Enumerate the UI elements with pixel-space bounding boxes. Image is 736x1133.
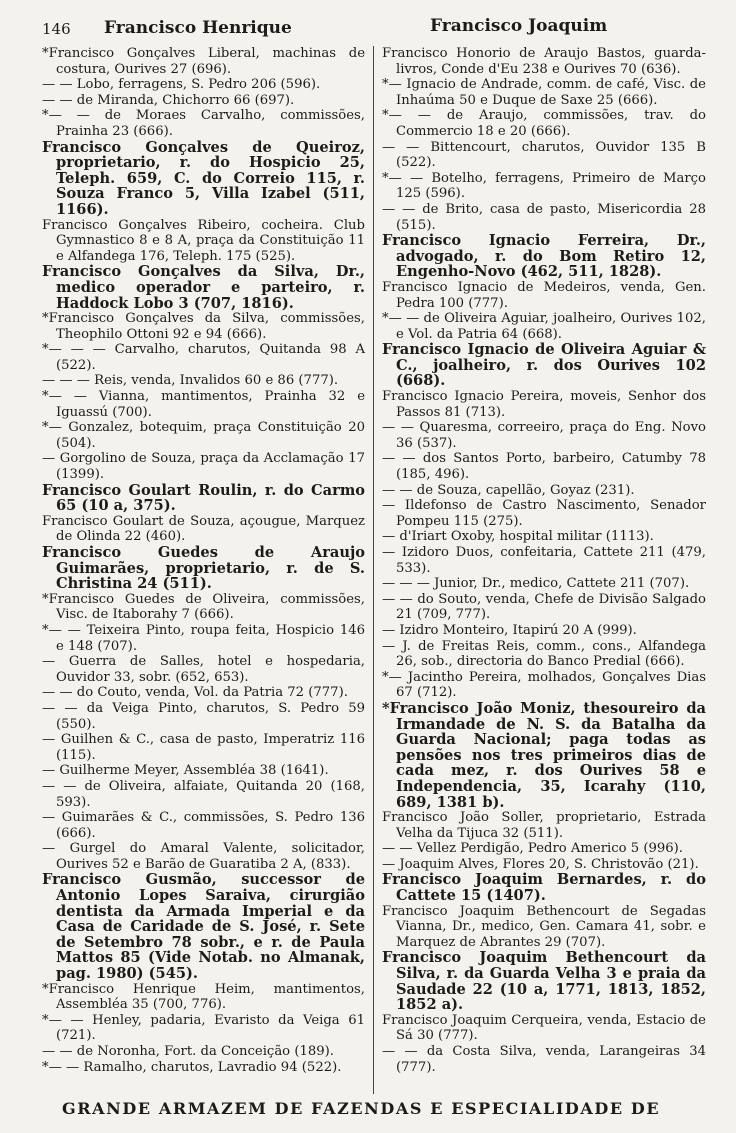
directory-entry: *— — Teixeira Pinto, roupa feita, Hospicio 146 e 148 (707). [42, 622, 365, 654]
directory-entry: *Francisco Gonçalves da Silva, commissões, Theophilo Ottoni 92 e 94 (666). [42, 311, 365, 342]
directory-entry: — — — Reis, venda, Invalidos 60 e 86 (777). [42, 373, 339, 389]
directory-entry: — — Bittencourt, charutos, Ouvidor 135 B (522). [382, 139, 706, 171]
directory-entry: — — de Brito, casa de pasto, Misericordia 28 (515). [382, 201, 706, 233]
directory-entry: — Ildefonso de Castro Nascimento, Senador Pompeu 115 (275). [382, 498, 706, 529]
directory-entry: Francisco Ignacio de Medeiros, venda, Gen. Pedra 100 (777). [382, 279, 706, 311]
footer-advertisement: GRANDE ARMAZEM DE FAZENDAS E ESPECIALIDADE DE [62, 1099, 661, 1118]
directory-entry: — Guilherme Meyer, Assembléa 38 (1641). [42, 763, 329, 779]
directory-entry: — Izidoro Duos, confeitaria, Cattete 211 (479, 533). [382, 545, 706, 576]
directory-entry: *— — Botelho, ferragens, Primeiro de Março 125 (596). [382, 170, 706, 202]
directory-entry: — — de Noronha, Fort. da Conceição (189). [42, 1044, 334, 1059]
directory-entry: — — Quaresma, correeiro, praça do Eng. Novo 36 (537). [382, 420, 706, 451]
directory-entry: *— — Henley, padaria, Evaristo da Veiga 61 (721). [42, 1012, 365, 1044]
directory-entry: — Guerra de Salles, hotel e hospedaria, Ouvidor 33, sobr. (652, 653). [42, 654, 365, 685]
directory-entry: — Izidro Monteiro, Itapirú 20 A (999). [382, 622, 637, 638]
directory-entry: — d'Iriart Oxoby, hospital militar (1113). [382, 529, 654, 545]
directory-entry: Francisco Ignacio de Oliveira Aguiar & C., joalheiro, r. dos Ourives 102 (668). [382, 341, 706, 390]
directory-entry: Francisco Goulart de Souza, açougue, Marquez de Olinda 22 (460). [42, 513, 365, 545]
directory-entry: — — do Souto, venda, Chefe de Divisão Salgado 21 (709, 777). [382, 591, 706, 623]
directory-entry: Francisco Ignacio Ferreira, Dr., advogado, r. do Bom Retiro 12, Engenho-Novo (462, 511, 1828). [382, 232, 706, 281]
directory-entry: *— Gonzalez, botequim, praça Constituição 20 (504). [42, 420, 365, 451]
left-running-head: Francisco Henrique [104, 18, 292, 38]
directory-entry: — J. de Freitas Reis, comm., cons., Alfandega 26, sob., directoria do Banco Predial (666). [382, 638, 706, 670]
directory-entry: *Francisco João Moniz, thesoureiro da Irmandade de N. S. da Batalha da Guarda Nacional; paga todas as pensões nos tres primeiros dias de cada mez, r. dos Ourives 58 e Independencia, 35, Icarahy (110, 689, 1381 b). [382, 699, 706, 811]
directory-entry: *— Jacintho Pereira, molhados, Gonçalves Dias 67 (712). [382, 669, 706, 701]
directory-entry: Francisco Gonçalves da Silva, Dr., medico operador e parteiro, r. Haddock Lobo 3 (707, 1816). [42, 263, 365, 312]
directory-entry: Francisco Joaquim Bethencourt de Segadas Vianna, Dr., medico, Gen. Camara 41, sobr. e Marquez de Abrantes 29 (707). [382, 903, 706, 950]
directory-entry: Francisco Goulart Roulin, r. do Carmo 65 (10 a, 375). [42, 481, 365, 515]
directory-entry: *— — Ramalho, charutos, Lavradio 94 (522). [42, 1059, 342, 1075]
directory-entry: Francisco Ignacio Pereira, moveis, Senhor dos Passos 81 (713). [382, 389, 706, 420]
directory-entry: — — da Veiga Pinto, charutos, S. Pedro 59 (550). [42, 700, 365, 732]
directory-entry: Francisco João Soller, proprietario, Estrada Velha da Tijuca 32 (511). [382, 810, 706, 841]
directory-entry: — Gurgel do Amaral Valente, solicitador, Ourives 52 e Barão de Guaratiba 2 A, (833). [42, 841, 365, 872]
directory-entry: *— — de Moraes Carvalho, commissões, Prainha 23 (666). [42, 108, 365, 139]
directory-entry: — — Lobo, ferragens, S. Pedro 206 (596). [42, 77, 321, 93]
right-column [374, 46, 706, 1094]
directory-entry: Francisco Guedes de Araujo Guimarães, proprietario, r. de S. Christina 24 (511). [42, 544, 365, 593]
directory-entry: *Francisco Gonçalves Liberal, machinas de costura, Ourives 27 (696). [42, 46, 365, 77]
directory-entry: — — de Miranda, Chichorro 66 (697). [42, 92, 295, 108]
right-running-head: Francisco Joaquim [430, 16, 608, 36]
directory-entry: *Francisco Henrique Heim, mantimentos, Assembléa 35 (700, 776). [42, 981, 365, 1013]
directory-entry: *— — de Araujo, commissões, trav. do Commercio 18 e 20 (666). [382, 108, 706, 139]
directory-columns [42, 46, 706, 1094]
page-header [42, 16, 706, 42]
directory-entry: Francisco Gusmão, successor de Antonio Lopes Saraiva, cirurgião dentista da Armada Imperial e da Casa de Caridade de S. José, r. Sete de Setembro 78 sobr., e r. de Paula Mattos 85 (Vide Notab. no Almanak, pag. 1980) (545). [42, 871, 365, 983]
directory-entry: Francisco Gonçalves de Queiroz, proprietario, r. do Hospicio 25, Teleph. 659, C. do Correio 115, r. Souza Franco 5, Villa Izabel (511, 1166). [42, 138, 365, 218]
directory-entry: Francisco Honorio de Araujo Bastos, guarda-livros, Conde d'Eu 238 e Ourives 70 (636). [382, 46, 706, 77]
directory-entry: — Joaquim Alves, Flores 20, S. Christovão (21). [382, 856, 699, 872]
directory-entry: *— — Vianna, mantimentos, Prainha 32 e Iguassú (700). [42, 389, 365, 420]
directory-entry: — — da Costa Silva, venda, Larangeiras 34 (777). [382, 1044, 706, 1075]
directory-entry: Francisco Joaquim Bethencourt da Silva, r. da Guarda Velha 3 e praia da Saudade 22 (10 a, 1771, 1813, 1852, 1852 a). [382, 949, 706, 1014]
directory-entry: — — de Souza, capellão, Goyaz (231). [382, 482, 635, 498]
directory-entry: — Guilhen & C., casa de pasto, Imperatriz 116 (115). [42, 732, 365, 763]
directory-entry: *Francisco Guedes de Oliveira, commissões, Visc. de Itaborahy 7 (666). [42, 591, 365, 623]
directory-entry: *— Ignacio de Andrade, comm. de café, Visc. de Inhaúma 50 e Duque de Saxe 25 (666). [382, 77, 706, 108]
directory-entry: Francisco Joaquim Cerqueira, venda, Estacio de Sá 30 (777). [382, 1012, 706, 1044]
directory-entry: *— — de Oliveira Aguiar, joalheiro, Ourives 102, e Vol. da Patria 64 (668). [382, 311, 706, 342]
directory-entry: — — de Oliveira, alfaiate, Quitanda 20 (168, 593). [42, 778, 365, 810]
directory-entry: — — — Junior, Dr., medico, Cattete 211 (707). [382, 576, 690, 592]
directory-entry: Francisco Joaquim Bernardes, r. do Cattete 15 (1407). [382, 871, 706, 905]
directory-entry: *— — — Carvalho, charutos, Quitanda 98 A (522). [42, 342, 365, 373]
directory-entry: — — dos Santos Porto, barbeiro, Catumby 78 (185, 496). [382, 451, 706, 483]
left-column [42, 46, 374, 1094]
directory-entry: Francisco Gonçalves Ribeiro, cocheira. Club Gymnastico 8 e 8 A, praça da Constituição 11 e Alfandega 176, Teleph. 175 (525). [42, 217, 365, 264]
directory-entry: — — Vellez Perdigão, Pedro Americo 5 (996). [382, 841, 683, 857]
directory-entry: — Guimarães & C., commissões, S. Pedro 136 (666). [42, 810, 365, 841]
directory-entry: — — do Couto, venda, Vol. da Patria 72 (777). [42, 685, 348, 701]
page-number: 146 [42, 20, 71, 38]
directory-entry: — Gorgolino de Souza, praça da Acclamação 17 (1399). [42, 451, 365, 483]
